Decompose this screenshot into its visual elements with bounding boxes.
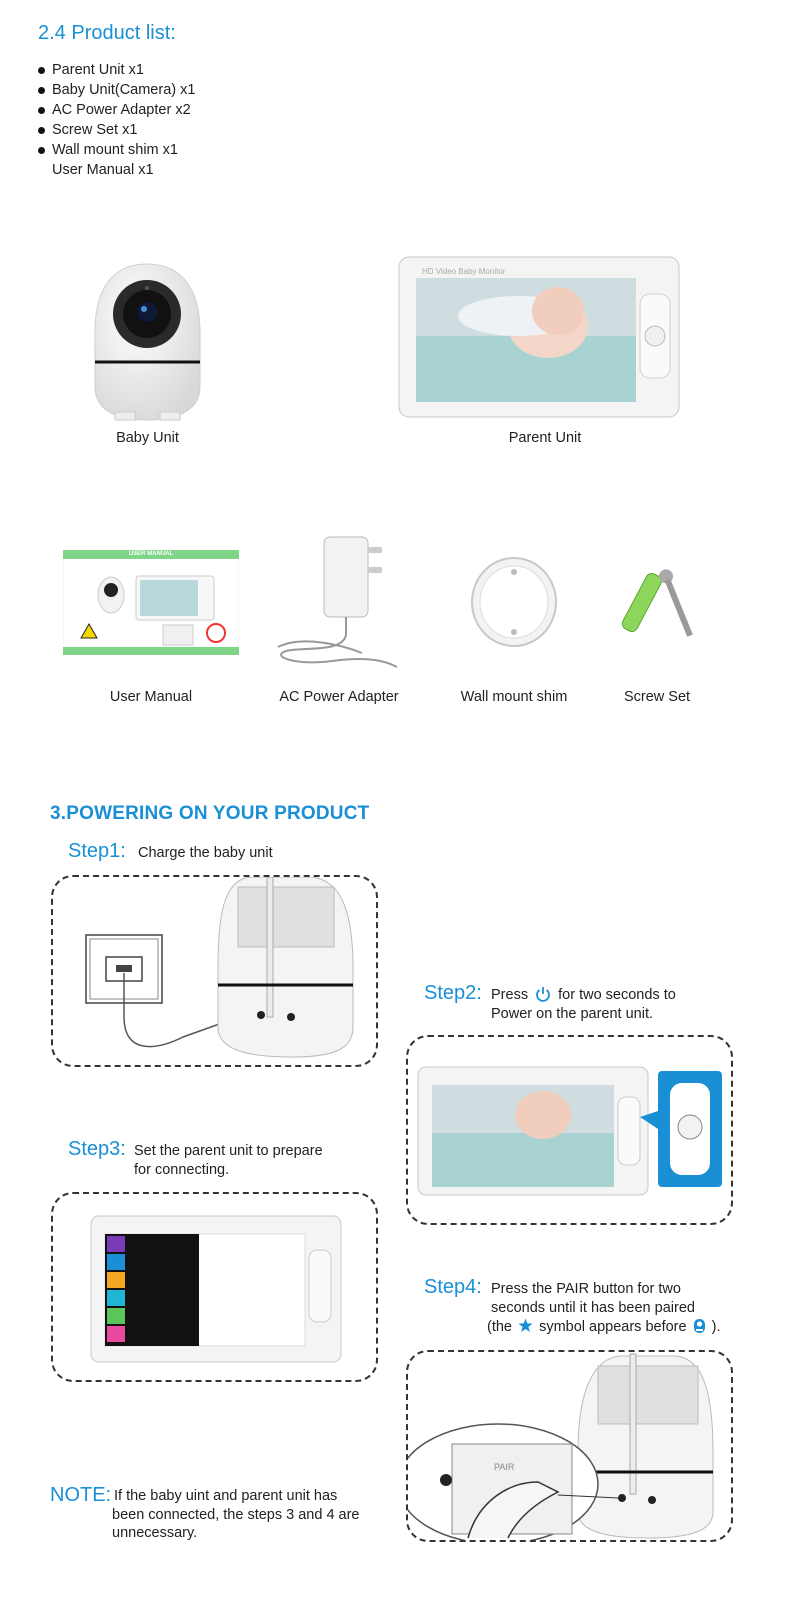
step2-label: Step2:: [424, 982, 482, 1004]
baby-unit-image: [90, 262, 205, 422]
step2-panel: [406, 1035, 733, 1225]
power-icon: [535, 986, 551, 1002]
step4-label: Step4:: [424, 1276, 482, 1298]
step3-label: Step3:: [68, 1138, 126, 1160]
adapter-image: [272, 535, 412, 675]
step4-text-line1: Press the PAIR button for two: [491, 1281, 681, 1297]
step4-text-b: symbol appears before: [539, 1319, 687, 1335]
section-title-product-list: 2.4 Product list:: [38, 22, 176, 44]
user-manual-image: [63, 550, 239, 655]
caption-screw-set: Screw Set: [623, 689, 691, 705]
step4-text-a: (the: [487, 1319, 512, 1335]
caption-adapter: AC Power Adapter: [279, 689, 399, 705]
step1-text: Charge the baby unit: [138, 845, 273, 861]
step2-text-after: for two seconds to: [558, 987, 676, 1003]
note-line3: unnecessary.: [112, 1525, 198, 1541]
pair-button-label: PAIR: [494, 1462, 515, 1472]
caption-user-manual: User Manual: [109, 689, 193, 705]
step4-text-c: ).: [711, 1319, 721, 1335]
step1-label: Step1:: [68, 840, 126, 862]
note-line1: If the baby uint and parent unit has: [114, 1488, 338, 1504]
caption-baby-unit: Baby Unit: [116, 430, 179, 446]
step1-panel: [51, 875, 378, 1067]
step2-text-before: Press: [491, 987, 529, 1003]
step3-text-line1: Set the parent unit to prepare: [134, 1143, 323, 1159]
step3-text-line2: for connecting.: [134, 1162, 230, 1178]
step2-text-line1: [491, 986, 676, 1005]
step2-text-line2: Power on the parent unit.: [491, 1006, 654, 1022]
product-list: [38, 60, 195, 180]
manual-cover-title: USER MANUAL: [128, 551, 174, 557]
list-item: Wall mount shim x1: [38, 140, 195, 160]
list-item: AC Power Adapter x2: [38, 100, 195, 120]
note-line2: been connected, the steps 3 and 4 are: [112, 1507, 360, 1523]
step4-text-line2: seconds until it has been paired: [491, 1300, 695, 1316]
caption-parent-unit: Parent Unit: [508, 430, 582, 446]
step4-text-line3: [487, 1318, 720, 1337]
step3-panel: [51, 1192, 378, 1382]
star-icon: [518, 1318, 533, 1333]
list-item: Baby Unit(Camera) x1: [38, 80, 195, 100]
caption-shim: Wall mount shim: [460, 689, 568, 705]
list-item: Screw Set x1: [38, 120, 195, 140]
monitor-brand-text: HD Video Baby Monitor: [422, 267, 506, 276]
note-label: NOTE:: [50, 1484, 112, 1506]
section-title-powering: 3.POWERING ON YOUR PRODUCT: [50, 803, 370, 824]
list-item: User Manual x1: [52, 162, 154, 178]
step4-panel: [406, 1350, 733, 1542]
shim-image: [470, 552, 560, 652]
parent-unit-image: [398, 256, 680, 420]
screw-set-image: [618, 566, 698, 646]
list-item: Parent Unit x1: [38, 60, 195, 80]
camera-icon: [693, 1318, 706, 1334]
